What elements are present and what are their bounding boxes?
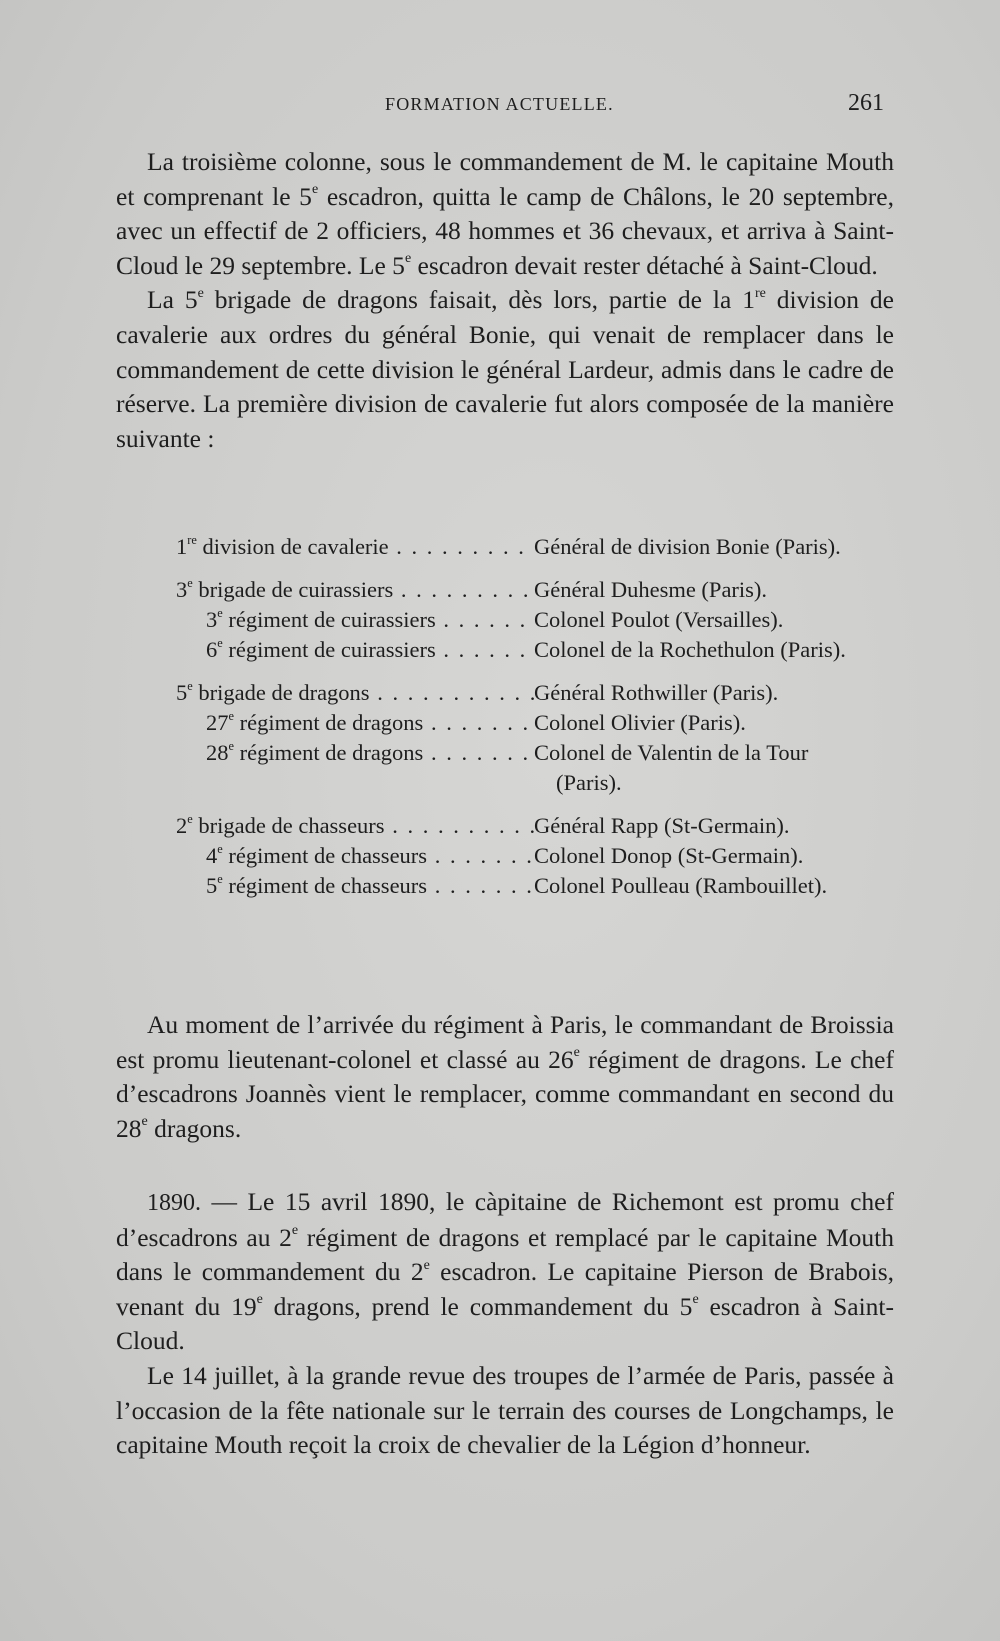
running-title: FORMATION ACTUELLE. <box>385 94 614 114</box>
roster-commander: Colonel Olivier (Paris). <box>534 710 746 735</box>
paragraph-fifth-brigade: La 5e brigade de dragons faisait, dès lors, partie de la 1re division de cavalerie aux ordres du général Bonie, qui venait de remplacer dans le commandement de cette division le général Lardeur, admis dans le cadre de réserve. La première division de cavalerie fut alors composée de la manière suivante : <box>116 285 894 453</box>
roster-commander: Général Rothwiller (Paris). <box>534 680 779 705</box>
roster-commander: Colonel de la Rochethulon (Paris). <box>534 637 846 662</box>
roster-unit: 28e régiment de dragons . . . <box>176 738 534 798</box>
roster-unit: 3e régiment de cuirassiers . . . <box>176 605 534 635</box>
roster-group-cuirassiers <box>176 575 896 665</box>
roster-unit: 5e régiment de chasseurs . . . <box>176 871 534 901</box>
roster-row <box>176 708 896 738</box>
paragraph-arrival: Au moment de l’arrivée du régiment à Paris, le commandant de Broissia est promu lieutenant-colonel et classé au 26e régiment de dragons. Le chef d’escadrons Joannès vient le remplacer, comme commandant en second du 28e dragons. <box>116 1010 894 1143</box>
paragraph-july-review: Le 14 juillet, à la grande revue des troupes de l’armée de Paris, passée à l’occasion de la fête nationale sur le terrain des courses de Longchamps, le capitaine Mouth reçoit la croix de chevalier de la Légion d’honneur. <box>116 1360 894 1460</box>
roster-unit: 27e régiment de dragons . . . <box>176 708 534 738</box>
roster-unit: 1re division de cavalerie . . . <box>176 532 534 562</box>
paragraph-1890: 1890. — Le 15 avril 1890, le càpitaine de Richemont est promu chef d’escadrons au 2e régiment de dragons et remplacé par le capitaine Mouth dans le commandement du 2e escadron. Le capitaine Pierson de Brabois, venant du 19e dragons, prend le commandement du 5e escadron à Saint-Cloud. <box>116 1187 895 1356</box>
arrival-text <box>116 1008 894 1146</box>
roster-row <box>176 635 896 665</box>
roster-row <box>176 532 896 562</box>
roster-commander: Colonel Donop (St-Germain). <box>534 843 804 868</box>
roster-row <box>176 605 896 635</box>
roster-unit: 3e brigade de cuirassiers . . . <box>176 575 534 605</box>
roster-commander: Colonel Poulot (Versailles). <box>534 607 784 632</box>
roster-row <box>176 871 896 901</box>
roster-group-division <box>176 532 896 562</box>
opening-text <box>116 145 894 456</box>
page-number: 261 <box>848 90 884 116</box>
roster-commander: Général de division Bonie (Paris). <box>534 534 841 559</box>
roster-commander: Général Rapp (St-Germain). <box>534 813 790 838</box>
roster-unit: 6e régiment de cuirassiers . . . <box>176 635 534 665</box>
roster-unit: 5e brigade de dragons . . . <box>176 678 534 708</box>
roster-row <box>176 678 896 708</box>
year-heading: 1890. <box>147 1190 201 1216</box>
paragraph-third-column: La troisième colonne, sous le commandement de M. le capitaine Mouth et comprenant le 5e escadron, quitta le camp de Châlons, le 20 septembre, avec un effectif de 2 officiers, 48 hommes et 36 chevaux, et arriva à Saint-Cloud le 29 septembre. Le 5e escadron devait rester détaché à Saint-Cloud. <box>116 147 894 280</box>
running-head <box>0 90 1000 120</box>
roster-row <box>176 575 896 605</box>
roster-row <box>176 841 896 871</box>
roster-group-dragons <box>176 678 896 798</box>
roster-commander: Général Duhesme (Paris). <box>534 577 768 602</box>
roster-commander: Colonel de Valentin de la Tour (Paris). <box>534 740 809 795</box>
roster-unit: 4e régiment de chasseurs . . . <box>176 841 534 871</box>
roster-unit: 2e brigade de chasseurs . . . <box>176 811 534 841</box>
roster-commander: Colonel Poulleau (Rambouillet). <box>534 873 828 898</box>
roster-group-chasseurs <box>176 811 896 901</box>
roster-row <box>176 811 896 841</box>
division-roster <box>176 532 896 914</box>
roster-row <box>176 738 896 798</box>
year-1890-text <box>116 1185 894 1463</box>
